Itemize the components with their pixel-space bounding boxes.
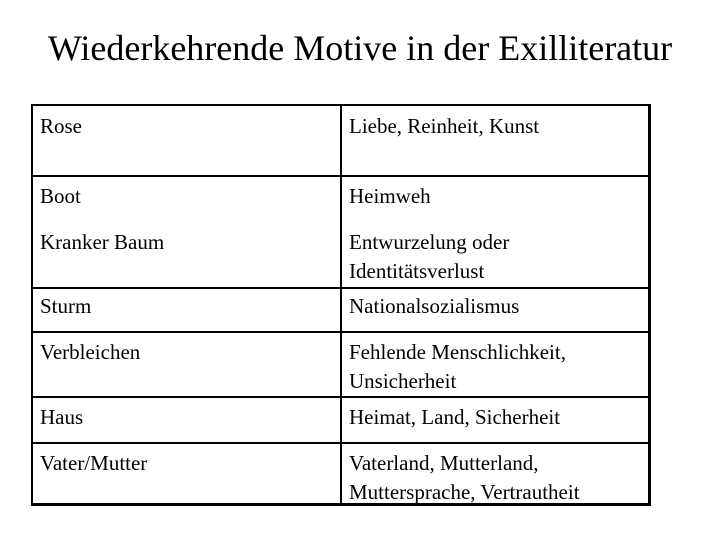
meaning-line: Entwurzelung oder — [349, 230, 510, 254]
row-divider — [33, 396, 648, 398]
motif-cell-sturm: Sturm — [40, 294, 92, 318]
motif-cell-rose: Rose — [40, 114, 82, 138]
meaning-line: Unsicherheit — [349, 369, 457, 393]
row-divider — [33, 175, 648, 177]
meaning-line: Fehlende Menschlichkeit, — [349, 340, 566, 364]
meaning-cell-haus — [349, 403, 647, 432]
motif-table — [31, 104, 651, 506]
meaning-line: Muttersprache, Vertrautheit — [349, 480, 580, 504]
meaning-cell-verbleichen — [349, 338, 647, 396]
meaning-line: Heimat, Land, Sicherheit — [349, 405, 561, 429]
meaning-cell-kranker-baum — [349, 228, 647, 286]
motif-cell-haus: Haus — [40, 405, 84, 429]
motif-cell-vater-mutter: Vater/Mutter — [40, 451, 148, 475]
row-divider — [33, 442, 648, 444]
meaning-line: Vaterland, Mutterland, — [349, 451, 539, 475]
meaning-line: Nationalsozialismus — [349, 294, 520, 318]
motif-cell-verbleichen: Verbleichen — [40, 340, 141, 364]
motif-cell-boot: Boot — [40, 184, 81, 208]
meaning-line: Heimweh — [349, 184, 431, 208]
meaning-cell-sturm — [349, 292, 647, 321]
row-divider — [33, 287, 648, 289]
motif-cell-kranker-baum: Kranker Baum — [40, 230, 165, 254]
meaning-line: Identitätsverlust — [349, 259, 485, 283]
meaning-cell-boot — [349, 182, 647, 211]
meaning-cell-rose — [349, 112, 647, 141]
meaning-cell-vater-mutter — [349, 449, 647, 507]
slide-title: Wiederkehrende Motive in der Exilliteratur — [47, 28, 673, 68]
meaning-line: Liebe, Reinheit, Kunst — [349, 114, 540, 138]
row-divider — [33, 331, 648, 333]
